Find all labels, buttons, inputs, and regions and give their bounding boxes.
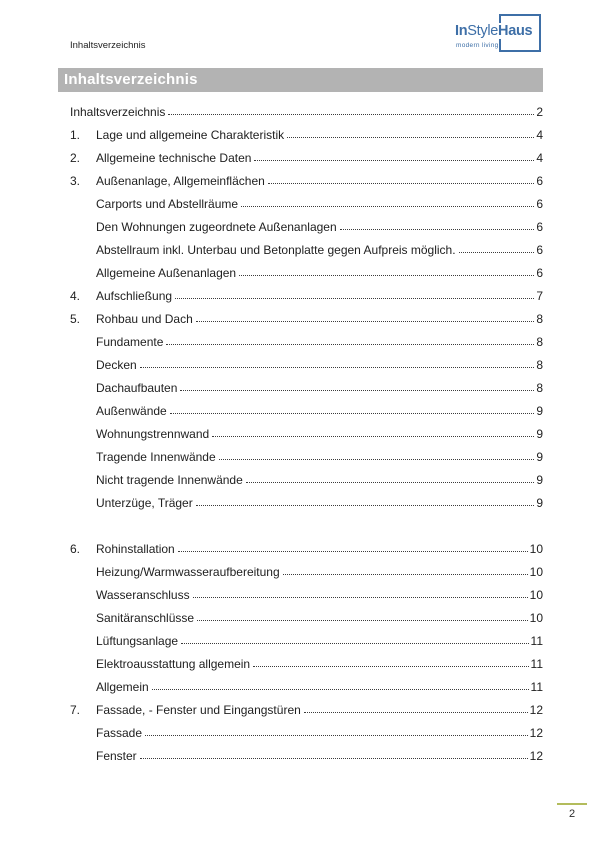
toc-dot-leader — [459, 252, 535, 253]
toc-entry-page: 11 — [530, 679, 543, 694]
toc-entry[interactable] — [70, 629, 543, 652]
toc-entry-number: 6. — [70, 541, 81, 556]
toc-entry-page: 2 — [536, 104, 543, 119]
logo-wordmark-haus: Haus — [498, 23, 533, 39]
toc-entry-label: Nicht tragende Innenwände — [96, 472, 243, 487]
toc-entry[interactable] — [70, 537, 543, 560]
toc-entry-page: 9 — [536, 403, 543, 418]
toc-entry-label: Allgemeine technische Daten — [96, 150, 252, 165]
toc-dot-leader — [197, 620, 528, 621]
toc-entry[interactable] — [70, 215, 543, 238]
toc-entry-label: Wohnungstrennwand — [96, 426, 210, 441]
toc-entry[interactable] — [70, 744, 543, 767]
toc-entry-label: Rohbau und Dach — [96, 311, 193, 326]
toc-entry-label: Fassade — [96, 725, 143, 740]
toc-entry-label: Tragende Innenwände — [96, 449, 216, 464]
logo-wordmark-in: In — [455, 23, 468, 39]
toc-entry-page: 8 — [536, 380, 543, 395]
toc-dot-leader — [196, 505, 535, 506]
toc-entry-page: 9 — [536, 449, 543, 464]
toc-entry-label: Sanitäranschlüsse — [96, 610, 195, 625]
toc-entry-page: 8 — [536, 334, 543, 349]
toc-dot-leader — [180, 390, 534, 391]
toc-dot-leader — [241, 206, 534, 207]
toc-entry-label: Elektroausstattung allgemein — [96, 656, 251, 671]
toc-entry-label: Den Wohnungen zugeordnete Außenanlagen — [96, 219, 337, 234]
toc-entry-label: Unterzüge, Träger — [96, 495, 193, 510]
toc-entry[interactable] — [70, 422, 543, 445]
toc-entry-page: 7 — [536, 288, 543, 303]
toc-dot-leader — [181, 643, 528, 644]
toc-entry-page: 12 — [529, 748, 543, 763]
toc-dot-leader — [175, 298, 534, 299]
instylehaus-logo — [455, 13, 547, 55]
toc-entry[interactable] — [70, 192, 543, 215]
toc-entry-label: Wasseranschluss — [96, 587, 190, 602]
toc-dot-leader — [152, 689, 529, 690]
toc-entry-label: Allgemein — [96, 679, 149, 694]
toc-dot-leader — [140, 758, 528, 759]
toc-entry[interactable] — [70, 330, 543, 353]
toc-entry-page: 12 — [529, 725, 543, 740]
toc-entry-page: 4 — [536, 127, 543, 142]
toc-entry[interactable] — [70, 353, 543, 376]
logo-tagline: modern living — [456, 42, 499, 49]
toc-entry[interactable] — [70, 100, 543, 123]
page-footer — [557, 803, 587, 820]
toc-dot-leader — [193, 597, 528, 598]
toc-dot-leader — [166, 344, 534, 345]
toc-entry-page: 9 — [536, 472, 543, 487]
toc-entry[interactable] — [70, 583, 543, 606]
toc-entry[interactable] — [70, 399, 543, 422]
toc-dot-leader — [254, 160, 534, 161]
footer-accent-rule — [557, 803, 587, 805]
toc-entry-label: Dachaufbauten — [96, 380, 178, 395]
toc-dot-leader — [170, 413, 535, 414]
toc-entry[interactable] — [70, 445, 543, 468]
toc-entry-label: Außenwände — [96, 403, 167, 418]
toc-entry-label: Carports und Abstellräume — [96, 196, 239, 211]
toc-entry-page: 6 — [536, 219, 543, 234]
logo-wordmark — [455, 24, 533, 39]
toc-entry[interactable] — [70, 652, 543, 675]
toc-entry[interactable] — [70, 238, 543, 261]
toc-entry-number: 7. — [70, 702, 81, 717]
toc-entry[interactable] — [70, 307, 543, 330]
toc-entry-label: Decken — [96, 357, 137, 372]
toc-entry-label: Heizung/Warmwasseraufbereitung — [96, 564, 280, 579]
toc-entry-page: 10 — [529, 610, 543, 625]
toc-entry[interactable] — [70, 261, 543, 284]
toc-entry-label: Aufschließung — [96, 288, 173, 303]
toc-entry[interactable] — [70, 468, 543, 491]
section-title-banner — [58, 68, 543, 92]
toc-entry-page: 11 — [530, 656, 543, 671]
toc-entry-label: Rohinstallation — [96, 541, 175, 556]
toc-dot-leader — [304, 712, 528, 713]
toc-entry-page: 11 — [530, 633, 543, 648]
toc-entry-number: 2. — [70, 150, 81, 165]
toc-dot-leader — [168, 114, 534, 115]
toc-entry[interactable] — [70, 123, 543, 146]
toc-entry-page: 8 — [536, 311, 543, 326]
toc-dot-leader — [253, 666, 528, 667]
toc-entry[interactable] — [70, 284, 543, 307]
toc-entry-number: 1. — [70, 127, 81, 142]
toc-dot-leader — [140, 367, 535, 368]
toc-entry-page: 9 — [536, 426, 543, 441]
logo-wordmark-style: Style — [467, 23, 499, 39]
toc-dot-leader — [287, 137, 534, 138]
toc-entry-page: 6 — [536, 173, 543, 188]
toc-entry-number: 4. — [70, 288, 81, 303]
toc-entry[interactable] — [70, 606, 543, 629]
toc-entry[interactable] — [70, 721, 543, 744]
toc-entry[interactable] — [70, 675, 543, 698]
footer-page-number: 2 — [568, 808, 576, 820]
section-title: Inhaltsverzeichnis — [64, 71, 198, 88]
toc-entry[interactable] — [70, 376, 543, 399]
toc-entry-label: Lüftungsanlage — [96, 633, 179, 648]
toc-entry[interactable] — [70, 146, 543, 169]
toc-entry-number: 3. — [70, 173, 81, 188]
toc-entry-label: Lage und allgemeine Charakteristik — [96, 127, 285, 142]
toc-dot-leader — [340, 229, 535, 230]
toc-entry[interactable] — [70, 698, 543, 721]
toc-entry-page: 10 — [529, 564, 543, 579]
toc-entry-label: Außenanlage, Allgemeinflächen — [96, 173, 265, 188]
running-header-title: Inhaltsverzeichnis — [70, 40, 146, 51]
toc-entry-page: 10 — [529, 541, 543, 556]
toc-dot-leader — [145, 735, 528, 736]
toc-dot-leader — [283, 574, 528, 575]
toc-entry[interactable] — [70, 169, 543, 192]
toc-dot-leader — [239, 275, 534, 276]
toc-dot-leader — [219, 459, 535, 460]
toc-entry-number: 5. — [70, 311, 81, 326]
toc-entry-page: 8 — [536, 357, 543, 372]
toc-dot-leader — [268, 183, 535, 184]
toc-entry-page: 4 — [536, 150, 543, 165]
toc-entry-label: Fassade, - Fenster und Eingangstüren — [96, 702, 301, 717]
toc-dot-leader — [178, 551, 528, 552]
toc-entry-label: Allgemeine Außenanlagen — [96, 265, 237, 280]
toc-dot-leader — [196, 321, 535, 322]
toc-entry-label: Abstellraum inkl. Unterbau und Betonplatte gegen Aufpreis möglich. — [96, 242, 456, 257]
toc-entry-label: Fenster — [96, 748, 137, 763]
toc-entry-page: 9 — [536, 495, 543, 510]
toc-entry-page: 10 — [529, 587, 543, 602]
toc-entry-label: Fundamente — [96, 334, 164, 349]
toc-entry-page: 12 — [529, 702, 543, 717]
toc-entry[interactable] — [70, 560, 543, 583]
toc-entry-page: 6 — [536, 242, 543, 257]
toc-dot-leader — [246, 482, 535, 483]
toc-entry-page: 6 — [536, 196, 543, 211]
toc-entry[interactable] — [70, 491, 543, 514]
toc-entry-label: Inhaltsverzeichnis — [70, 104, 166, 119]
toc-list — [70, 100, 543, 767]
toc-entry-page: 6 — [536, 265, 543, 280]
toc-dot-leader — [212, 436, 534, 437]
